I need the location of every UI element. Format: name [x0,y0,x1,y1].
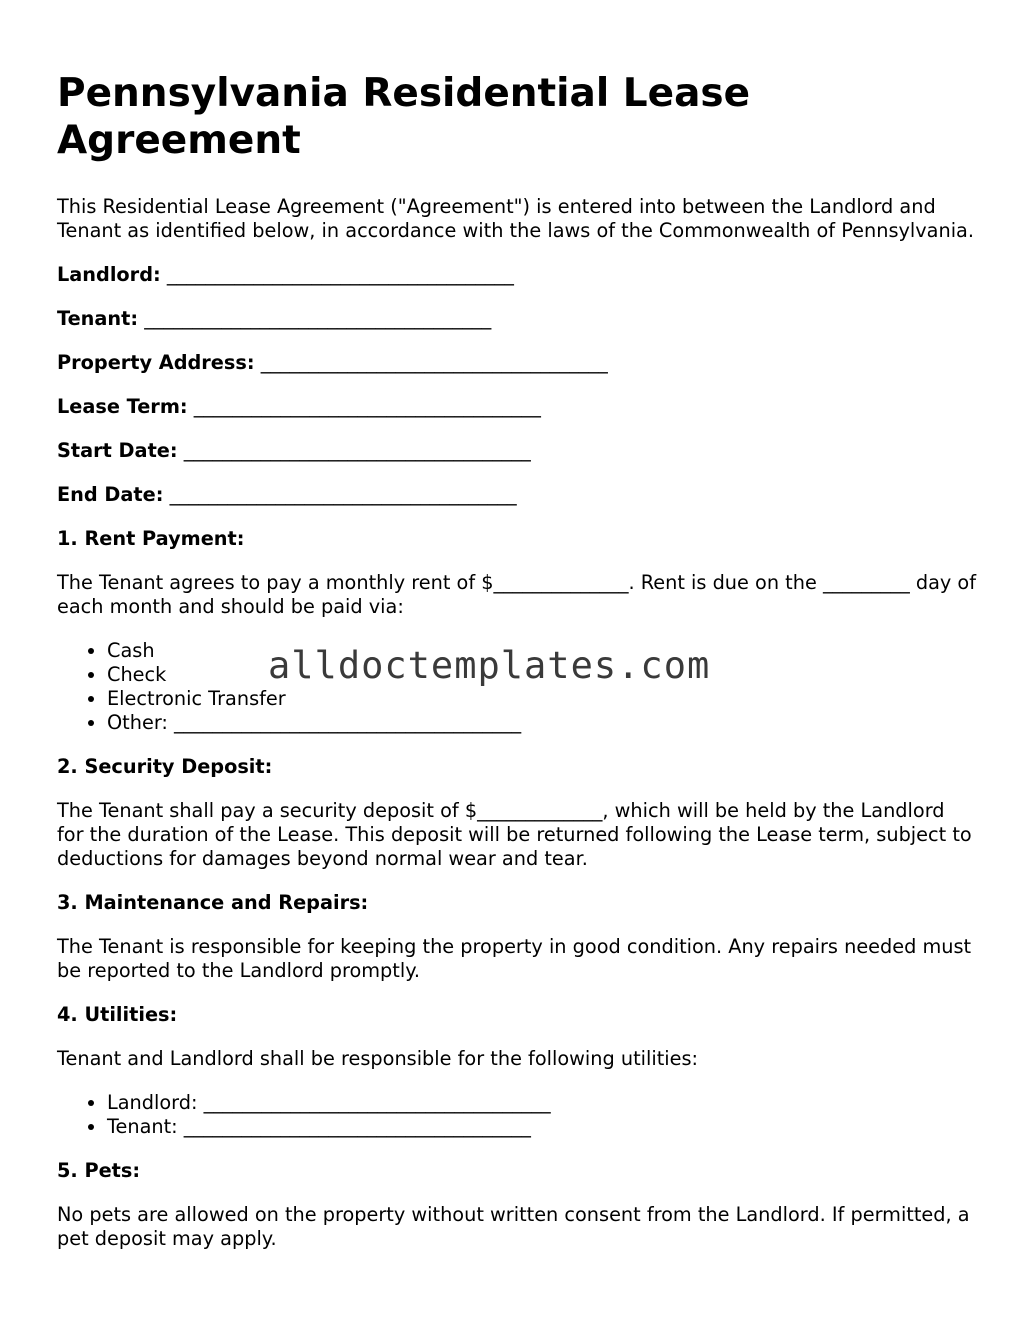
pets-heading: 5. Pets: [57,1159,141,1182]
list-item: • Other: ____________________________________ [107,711,977,735]
watermark: alldoctemplates.com [268,644,711,687]
field-label: Landlord: [57,263,161,286]
start-date-field[interactable] [57,439,977,463]
lease-term-field[interactable] [57,395,977,419]
field-blank: ____________________________________ [144,307,492,330]
list-item: • Tenant: ____________________________________ [107,1115,977,1139]
landlord-field[interactable] [57,263,977,287]
rent-heading: 1. Rent Payment: [57,527,245,550]
utilities-list [57,1091,977,1139]
maintenance-paragraph: The Tenant is responsible for keeping the property in good condition. Any repairs needed must be reported to the Landlord promptly. [57,935,972,982]
field-label: Start Date: [57,439,178,462]
field-blank: ____________________________________ [260,351,608,374]
rent-paragraph: The Tenant agrees to pay a monthly rent of $______________. Rent is due on the _________ day of each month and should be paid via: [57,571,977,618]
property-address-field[interactable] [57,351,977,375]
deposit-heading: 2. Security Deposit: [57,755,273,778]
field-label: Property Address: [57,351,255,374]
list-item: • Check [107,663,977,687]
end-date-field[interactable] [57,483,977,507]
field-label: Tenant: [57,307,139,330]
utilities-paragraph: Tenant and Landlord shall be responsible for the following utilities: [57,1047,699,1070]
field-blank: ____________________________________ [183,439,531,462]
tenant-field[interactable] [57,307,977,331]
field-label: End Date: [57,483,164,506]
field-blank: ____________________________________ [169,483,517,506]
maintenance-heading: 3. Maintenance and Repairs: [57,891,369,914]
field-blank: ____________________________________ [166,263,514,286]
document-title: Pennsylvania Residential Lease Agreement [57,71,751,163]
field-label: Lease Term: [57,395,188,418]
pets-paragraph: No pets are allowed on the property without written consent from the Landlord. If permitted, a pet deposit may apply. [57,1203,970,1250]
list-item: • Landlord: ____________________________________ [107,1091,977,1115]
list-item: • Cash [107,639,977,663]
list-item: • Electronic Transfer [107,687,977,711]
deposit-paragraph: The Tenant shall pay a security deposit of $_____________, which will be held by the Landlord for the duration of the Lease. This deposit will be returned following the Lease term, subject to deductions for damages beyond normal wear and tear. [57,799,972,870]
intro-paragraph: This Residential Lease Agreement ("Agreement") is entered into between the Landlord and Tenant as identified below, in accordance with the laws of the Commonwealth of Pennsylvania. [57,195,975,242]
utilities-heading: 4. Utilities: [57,1003,178,1026]
field-blank: ____________________________________ [193,395,541,418]
